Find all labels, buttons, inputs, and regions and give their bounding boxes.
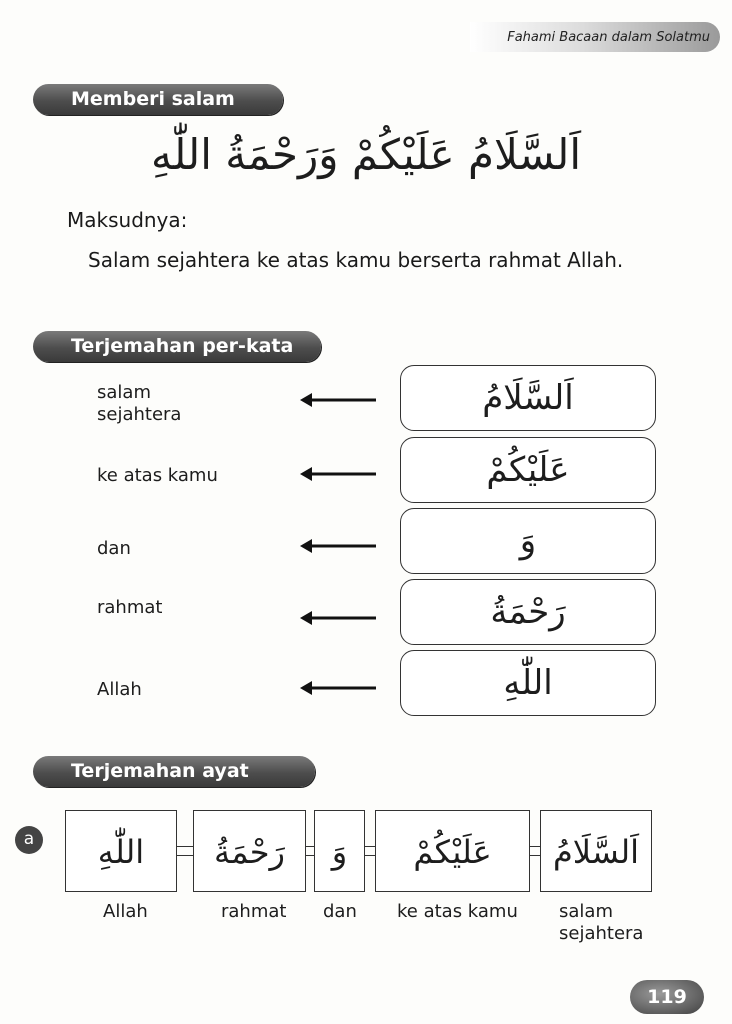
meaning-text: Salam sejahtera ke atas kamu berserta rahmat Allah.: [88, 248, 624, 272]
word-box-rahmatu: رَحْمَةُ: [400, 579, 656, 645]
word-box-alaikum: عَلَيْكُمْ: [400, 437, 656, 503]
word-box-wa: وَ: [400, 508, 656, 574]
row-label-salam: salam sejahtera: [97, 382, 182, 425]
word-box-salam: اَلسَّلَامُ: [400, 365, 656, 431]
row-label-rahmat: rahmat: [97, 597, 163, 618]
word-box-allahi: اللّٰهِ: [400, 650, 656, 716]
segment-box-wa: وَ: [314, 810, 365, 892]
page-number: 119: [630, 980, 704, 1014]
running-title: Fahami Bacaan dalam Solatmu: [507, 30, 710, 45]
segment-box-rahmatu: رَحْمَةُ: [193, 810, 306, 892]
equals-connector: [306, 846, 314, 856]
equals-connector: [365, 846, 375, 856]
section-title-terjemahan-per-kata: Terjemahan per-kata: [33, 331, 321, 362]
item-marker-a: a: [15, 826, 43, 854]
section-title-terjemahan-ayat: Terjemahan ayat: [33, 756, 315, 787]
segment-label-rahmat: rahmat: [221, 901, 287, 922]
left-arrow-icon: [300, 538, 376, 554]
equals-connector: [530, 846, 540, 856]
left-arrow-icon: [300, 392, 376, 408]
meaning-label: Maksudnya:: [67, 208, 188, 232]
segment-box-allahi: اللّٰهِ: [65, 810, 177, 892]
section-title-memberi-salam: Memberi salam: [33, 84, 283, 115]
left-arrow-icon: [300, 610, 376, 626]
segment-label-dan: dan: [323, 901, 357, 922]
segment-box-alaikum: عَلَيْكُمْ: [375, 810, 530, 892]
row-label-dan: dan: [97, 538, 131, 559]
segment-label-allah: Allah: [103, 901, 148, 922]
segment-box-salam: اَلسَّلَامُ: [540, 810, 652, 892]
row-label-allah: Allah: [97, 679, 142, 700]
row-label-ke-atas-kamu: ke atas kamu: [97, 465, 218, 486]
arabic-salam-phrase: اَلسَّلَامُ عَلَيْكُمْ وَرَحْمَةُ اللّٰهِ: [150, 130, 582, 179]
segment-label-salam: salam sejahtera: [559, 901, 644, 944]
segment-label-ke-atas-kamu: ke atas kamu: [397, 901, 518, 922]
left-arrow-icon: [300, 680, 376, 696]
left-arrow-icon: [300, 466, 376, 482]
